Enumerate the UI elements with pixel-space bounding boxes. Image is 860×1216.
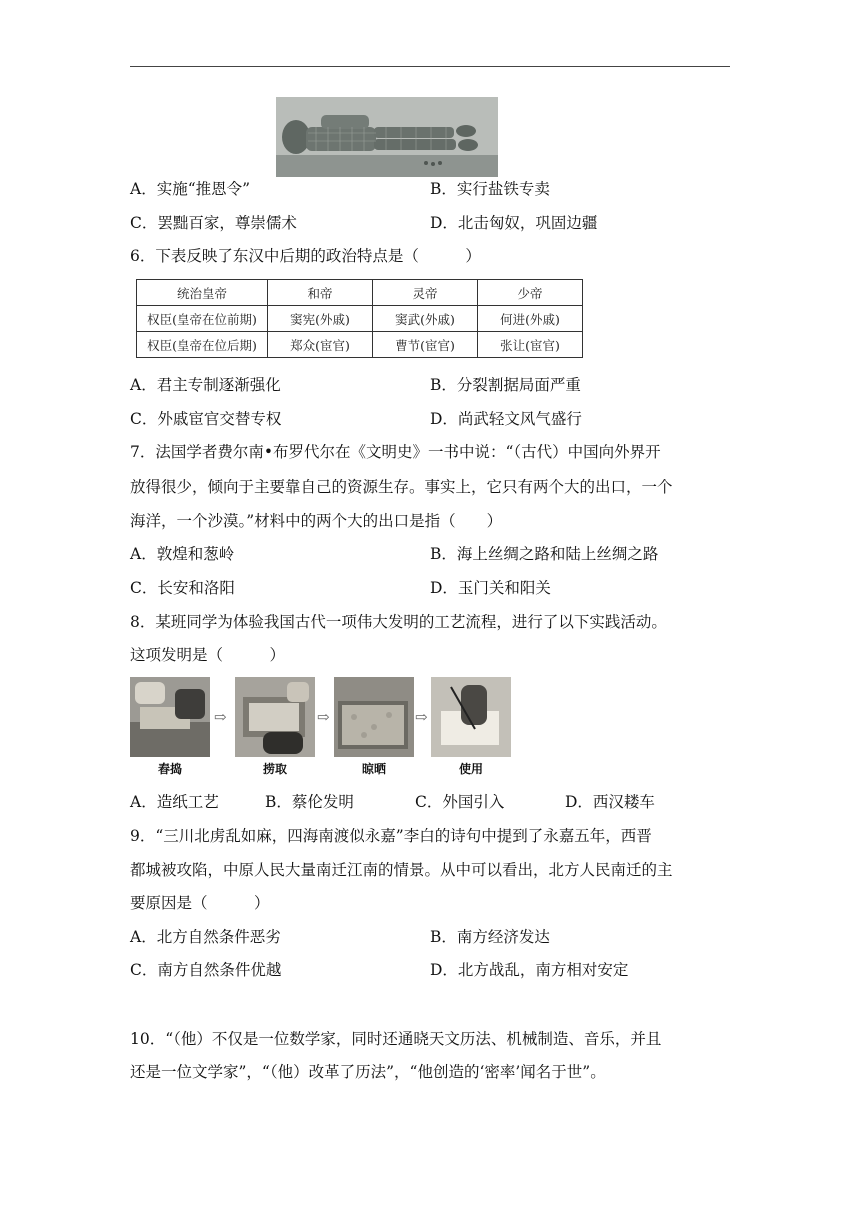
step-scooping-photo: [235, 677, 315, 757]
q6-option-a: A．君主专制逐渐强化: [130, 376, 281, 394]
q5-option-c: C．罢黜百家，尊崇儒术: [130, 214, 297, 232]
step-pounding-photo: [130, 677, 210, 757]
table-cell: 权臣(皇帝在位前期): [137, 306, 268, 332]
step-label: 舂捣: [157, 762, 182, 776]
step-label: 使用: [458, 762, 483, 776]
step-label: 晾晒: [361, 762, 386, 776]
q9-line-2: 都城被攻陷，中原人民大量南迁江南的情景。从中可以看出，北方人民南迁的主: [130, 861, 673, 879]
q7-option-a: A．敦煌和葱岭: [130, 545, 235, 563]
q9-line-1: 9．“三川北虏乱如麻，四海南渡似永嘉”李白的诗句中提到了永嘉五年，西晋: [130, 827, 652, 845]
table-cell: 曹节(宦官): [373, 332, 478, 358]
q6-option-c: C．外戚宦官交替专权: [130, 410, 282, 428]
q7-option-b: B．海上丝绸之路和陆上丝绸之路: [430, 545, 659, 563]
q5-option-b: B．实行盐铁专卖: [430, 180, 550, 198]
q6-option-d: D．尚武轻文风气盛行: [430, 410, 582, 428]
header-rule: [130, 66, 730, 67]
q6-table: [136, 279, 583, 358]
q7-option-c: C．长安和洛阳: [130, 579, 235, 597]
q7-option-d: D．玉门关和阳关: [430, 579, 551, 597]
q9-option-a: A．北方自然条件恶劣: [130, 928, 281, 946]
q8-option-b: B．蔡伦发明: [265, 793, 354, 811]
jade-burial-suit-image: [276, 97, 498, 177]
step-drying-photo: [334, 677, 414, 757]
table-cell: 何进(外戚): [478, 306, 583, 332]
table-cell: 灵帝: [373, 280, 478, 306]
table-row: [137, 332, 583, 358]
q8-option-a: A．造纸工艺: [130, 793, 219, 811]
q10-line-1: 10．“（他）不仅是一位数学家，同时还通晓天文历法、机械制造、音乐，并且: [130, 1030, 662, 1048]
q7-line-2: 放得很少，倾向于主要靠自己的资源生存。事实上，它只有两个大的出口，一个: [130, 478, 673, 496]
q5-option-a: A．实施“推恩令”: [130, 180, 251, 198]
q8-option-c: C．外国引入: [415, 793, 505, 811]
q5-option-d: D．北击匈奴，巩固边疆: [430, 214, 598, 232]
table-header-row: [137, 280, 583, 306]
table-cell: 统治皇帝: [137, 280, 268, 306]
table-cell: 窦宪(外戚): [268, 306, 373, 332]
q7-line-3: 海洋，一个沙漠。”材料中的两个大的出口是指（ ）: [130, 512, 503, 530]
process-arrow-icon: ⇨: [214, 708, 227, 726]
q8-option-d: D．西汉耧车: [565, 793, 655, 811]
table-row: [137, 306, 583, 332]
q9-option-c: C．南方自然条件优越: [130, 961, 282, 979]
process-arrow-icon: ⇨: [415, 708, 428, 726]
q6-option-b: B．分裂割据局面严重: [430, 376, 581, 394]
q9-option-d: D．北方战乱，南方相对安定: [430, 961, 629, 979]
process-arrow-icon: ⇨: [317, 708, 330, 726]
step-label: 捞取: [262, 762, 287, 776]
q10-line-2: 还是一位文学家”，“（他）改革了历法”，“他创造的‘密率’闻名于世”。: [130, 1063, 606, 1081]
q7-line-1: 7．法国学者费尔南•布罗代尔在《文明史》一书中说：“（古代）中国向外界开: [130, 443, 661, 461]
q9-line-3: 要原因是（ ）: [130, 894, 270, 912]
table-cell: 张让(宦官): [478, 332, 583, 358]
q6-stem: 6．下表反映了东汉中后期的政治特点是（ ）: [130, 247, 481, 265]
step-using-photo: [431, 677, 511, 757]
q8-line-1: 8．某班同学为体验我国古代一项伟大发明的工艺流程，进行了以下实践活动。: [130, 613, 667, 631]
table-cell: 权臣(皇帝在位后期): [137, 332, 268, 358]
table-cell: 少帝: [478, 280, 583, 306]
table-cell: 和帝: [268, 280, 373, 306]
q9-option-b: B．南方经济发达: [430, 928, 550, 946]
table-cell: 郑众(宦官): [268, 332, 373, 358]
q8-line-2: 这项发明是（ ）: [130, 646, 286, 664]
table-cell: 窦武(外戚): [373, 306, 478, 332]
